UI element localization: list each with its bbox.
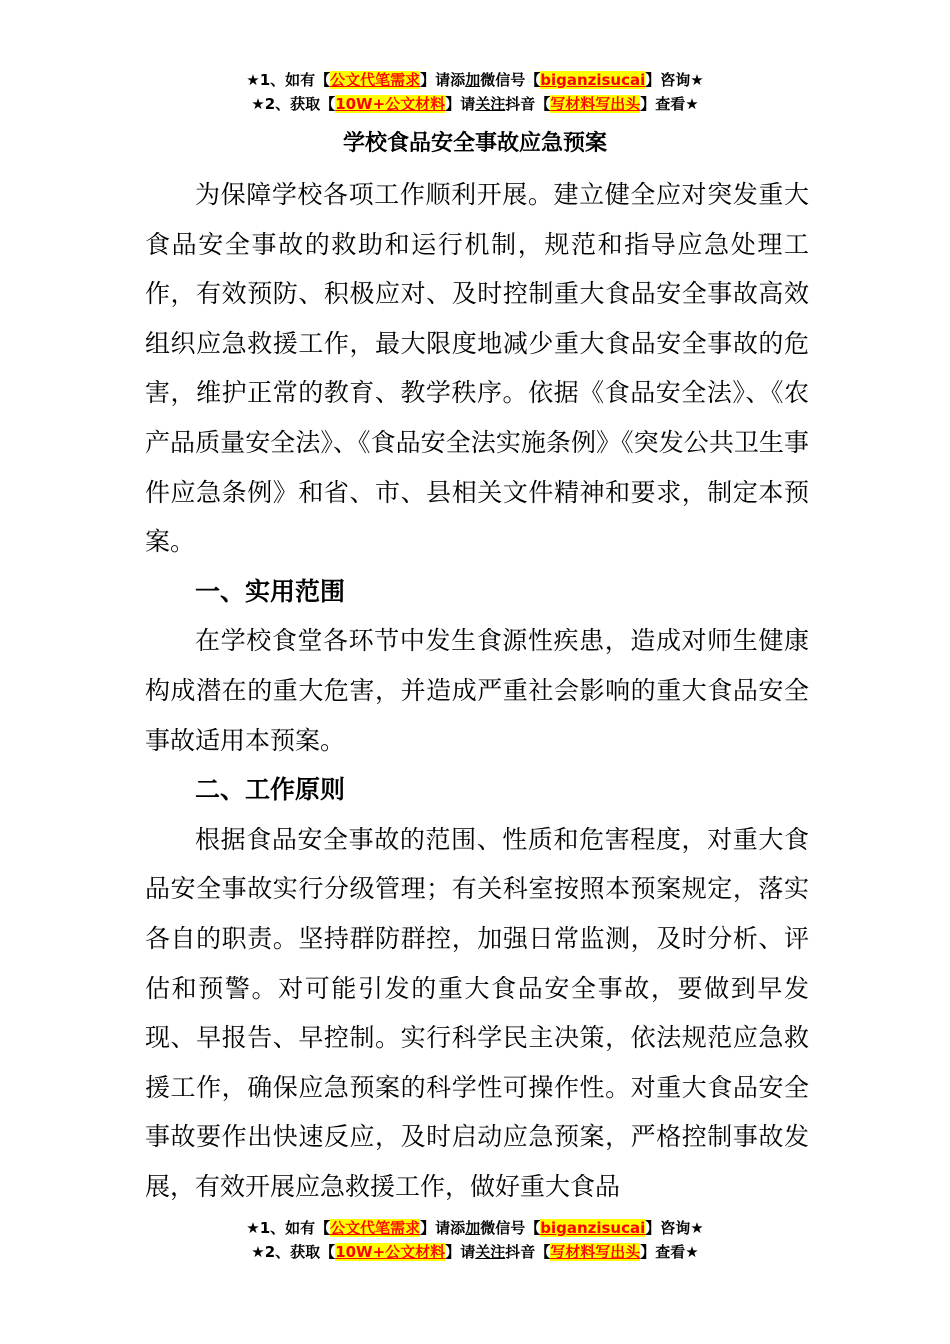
section-heading-principles: 二、工作原则 bbox=[195, 775, 346, 805]
banner-underlined: 关注 bbox=[475, 95, 506, 113]
banner-highlight: 公文代笔需求 bbox=[330, 1219, 421, 1237]
banner-highlight: 10W+公文材料 bbox=[335, 95, 446, 113]
document-body bbox=[145, 170, 809, 1211]
document-title: 学校食品安全事故应急预案 bbox=[342, 131, 607, 156]
banner-text: ★2、获取【 bbox=[251, 95, 336, 113]
banner-text: 抖音【 bbox=[505, 95, 551, 113]
banner-highlight: 10W+公文材料 bbox=[335, 1243, 446, 1261]
footer-banner bbox=[0, 1216, 950, 1264]
header-banner bbox=[0, 68, 950, 116]
banner-highlight: 写材料写出头 bbox=[550, 95, 641, 113]
banner-highlight: 公文代笔需求 bbox=[330, 71, 421, 89]
banner-text: 】请 bbox=[445, 95, 476, 113]
banner-line-2 bbox=[0, 1240, 950, 1264]
banner-line-1 bbox=[0, 68, 950, 92]
banner-underlined: 加 bbox=[465, 71, 481, 89]
banner-text: ★1、如有【 bbox=[246, 71, 331, 89]
banner-highlight: 写材料写出头 bbox=[550, 1243, 641, 1261]
scope-paragraph: 在学校食堂各环节中发生食源性疾患，造成对师生健康构成潜在的重大危害，并造成严重社会影响的重大食品安全事故适用本预案。 bbox=[145, 626, 809, 755]
banner-text: 微信号【 bbox=[480, 1219, 541, 1237]
banner-text: 】查看★ bbox=[640, 95, 699, 113]
banner-line-2 bbox=[0, 92, 950, 116]
banner-line-1 bbox=[0, 1216, 950, 1240]
banner-underlined: 关注 bbox=[475, 1243, 506, 1261]
banner-text: 】请添 bbox=[420, 71, 466, 89]
section-heading-scope: 一、实用范围 bbox=[195, 576, 346, 606]
banner-text: 微信号【 bbox=[480, 71, 541, 89]
banner-text: 】查看★ bbox=[640, 1243, 699, 1261]
banner-wechat-id: biganzisucai bbox=[540, 1219, 646, 1237]
banner-text: ★1、如有【 bbox=[246, 1219, 331, 1237]
banner-text: 】咨询★ bbox=[645, 71, 704, 89]
principles-paragraph: 根据食品安全事故的范围、性质和危害程度，对重大食品安全事故实行分级管理；有关科室按照本预案规定，落实各自的职责。坚持群防群控，加强日常监测，及时分析、评估和预警。对可能引发的重大食品安全事故，要做到早发现、早报告、早控制。实行科学民主决策，依法规范应急救援工作，确保应急预案的科学性可操作性。对重大食品安全事故要作出快速反应，及时启动应急预案，严格控制事故发展，有效开展应急救援工作，做好重大食品 bbox=[145, 824, 809, 1201]
banner-text: 抖音【 bbox=[505, 1243, 551, 1261]
banner-text: 】咨询★ bbox=[645, 1219, 704, 1237]
banner-text: 】请添 bbox=[420, 1219, 466, 1237]
banner-underlined: 加 bbox=[465, 1219, 481, 1237]
banner-wechat-id: biganzisucai bbox=[540, 71, 646, 89]
intro-paragraph: 为保障学校各项工作顺利开展。建立健全应对突发重大食品安全事故的救助和运行机制，规范和指导应急处理工作，有效预防、积极应对、及时控制重大食品安全事故高效组织应急救援工作，最大限度地减少重大食品安全事故的危害，维护正常的教育、教学秩序。依据《食品安全法》、《农产品质量安全法》、《食品安全法实施条例》《突发公共卫生事件应急条例》和省、市、县相关文件精神和要求，制定本预案。 bbox=[145, 180, 809, 557]
banner-text: 】请 bbox=[445, 1243, 476, 1261]
banner-text: ★2、获取【 bbox=[251, 1243, 336, 1261]
